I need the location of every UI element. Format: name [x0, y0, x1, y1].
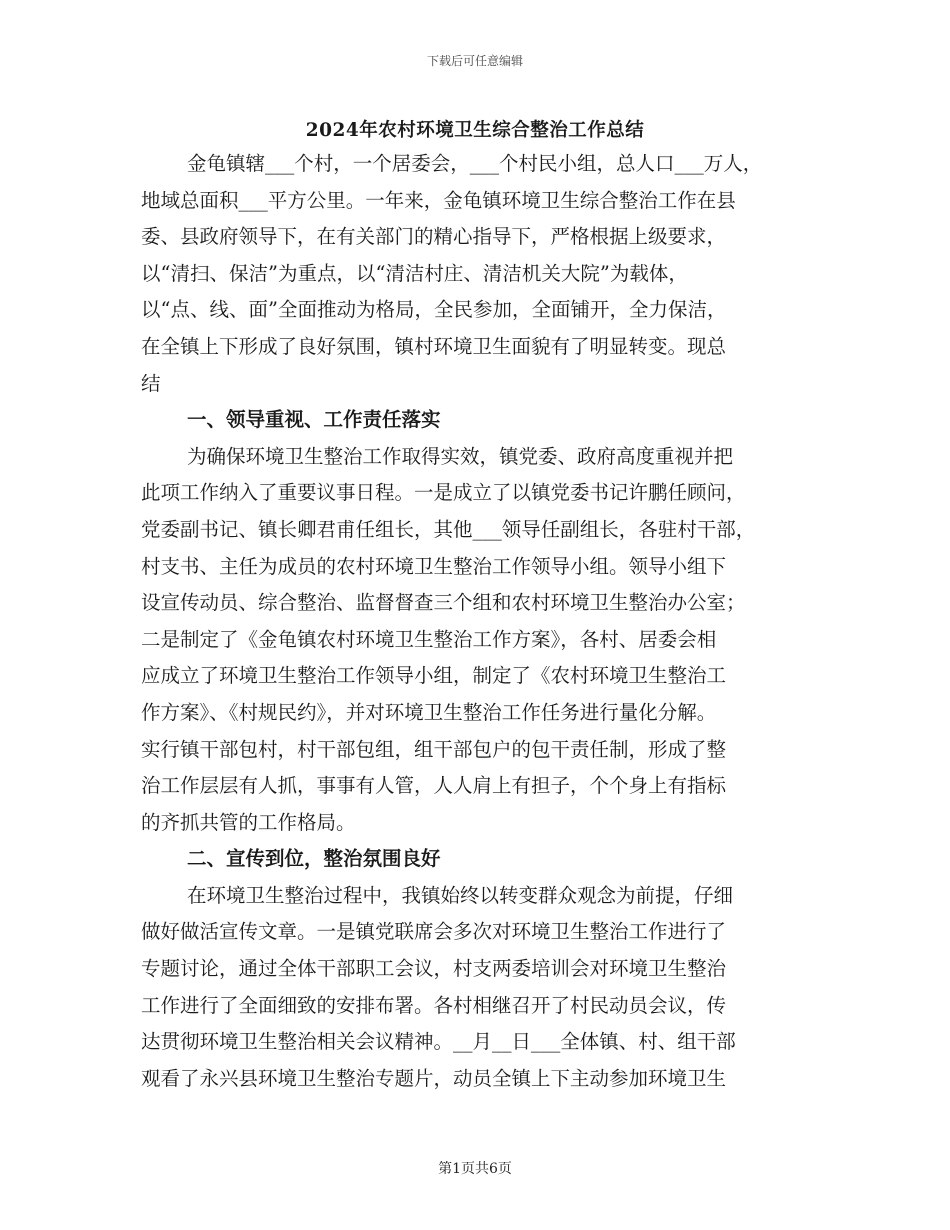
body-text-line: 在全镇上下形成了良好氛围，镇村环境卫生面貌有了明显转变。现总 — [141, 334, 727, 358]
body-text-line: 金龟镇辖___个村，一个居委会，___个村民小组，总人口___万人， — [187, 152, 763, 175]
body-text-line: 观看了永兴县环境卫生整治专题片，动员全镇上下主动参加环境卫生 — [141, 1066, 727, 1090]
body-text-line: 党委副书记、镇长卿君甫任组长，其他___领导任副组长，各驻村干部， — [141, 517, 756, 541]
body-text-line: 设宣传动员、综合整治、监督督查三个组和农村环境卫生整治办公室； — [141, 591, 746, 615]
page-header-note: 下载后可任意编辑 — [426, 54, 523, 68]
body-text-line: 为确保环境卫生整治工作取得实效，镇党委、政府高度重视并把 — [187, 444, 734, 468]
body-text-line: 以“清扫、保洁”为重点，以“清洁村庄、清洁机关大院”为载体， — [141, 261, 688, 285]
page-footer-number: 第1页共6页 — [438, 1161, 512, 1177]
body-text-line: 二是制定了《金龟镇农村环境卫生整治工作方案》，各村、居委会相 — [141, 627, 717, 651]
body-text-line: 作方案》、《村规民约》，并对环境卫生整治工作任务进行量化分解。 — [141, 700, 717, 724]
body-text-line: 治工作层层有人抓，事事有人管，人人肩上有担子，个个身上有指标 — [141, 774, 727, 798]
body-text-line: 做好做活宣传文章。一是镇党联席会多次对环境卫生整治工作进行了 — [141, 920, 727, 944]
body-text-line: 专题讨论，通过全体干部职工会议，村支两委培训会对环境卫生整治 — [141, 957, 727, 981]
body-text-line: 结 — [141, 371, 161, 395]
document-body — [141, 146, 811, 1097]
body-text-line: 的齐抓共管的工作格局。 — [141, 810, 356, 834]
body-text-line: 工作进行了全面细致的安排布署。各村相继召开了村民动员会议，传 — [141, 993, 727, 1017]
body-text-line: 地域总面积___平方公里。一年来，金龟镇环境卫生综合整治工作在县 — [141, 188, 736, 212]
section-heading: 二、宣传到位，整治氛围良好 — [187, 847, 441, 871]
body-text-line: 应成立了环境卫生整治工作领导小组，制定了《农村环境卫生整治工 — [141, 664, 727, 688]
body-text-line: 委、县政府领导下，在有关部门的精心指导下，严格根据上级要求， — [141, 225, 727, 249]
body-text-line: 此项工作纳入了重要议事日程。一是成立了以镇党委书记许鹏任顾问， — [141, 481, 746, 505]
body-text-line: 在环境卫生整治过程中，我镇始终以转变群众观念为前提，仔细 — [187, 883, 734, 907]
document-title: 2024年农村环境卫生综合整治工作总结 — [305, 120, 645, 141]
body-text-line: 以“点、线、面”全面推动为格局，全民参加，全面铺开，全力保洁， — [141, 298, 727, 322]
body-text-line: 达贯彻环境卫生整治相关会议精神。__月__日___全体镇、村、组干部 — [141, 1030, 736, 1054]
body-text-line: 实行镇干部包村，村干部包组，组干部包户的包干责任制，形成了整 — [141, 737, 727, 761]
section-heading: 一、领导重视、工作责任落实 — [187, 408, 441, 432]
body-text-line: 村支书、主任为成员的农村环境卫生整治工作领导小组。领导小组下 — [141, 554, 727, 578]
